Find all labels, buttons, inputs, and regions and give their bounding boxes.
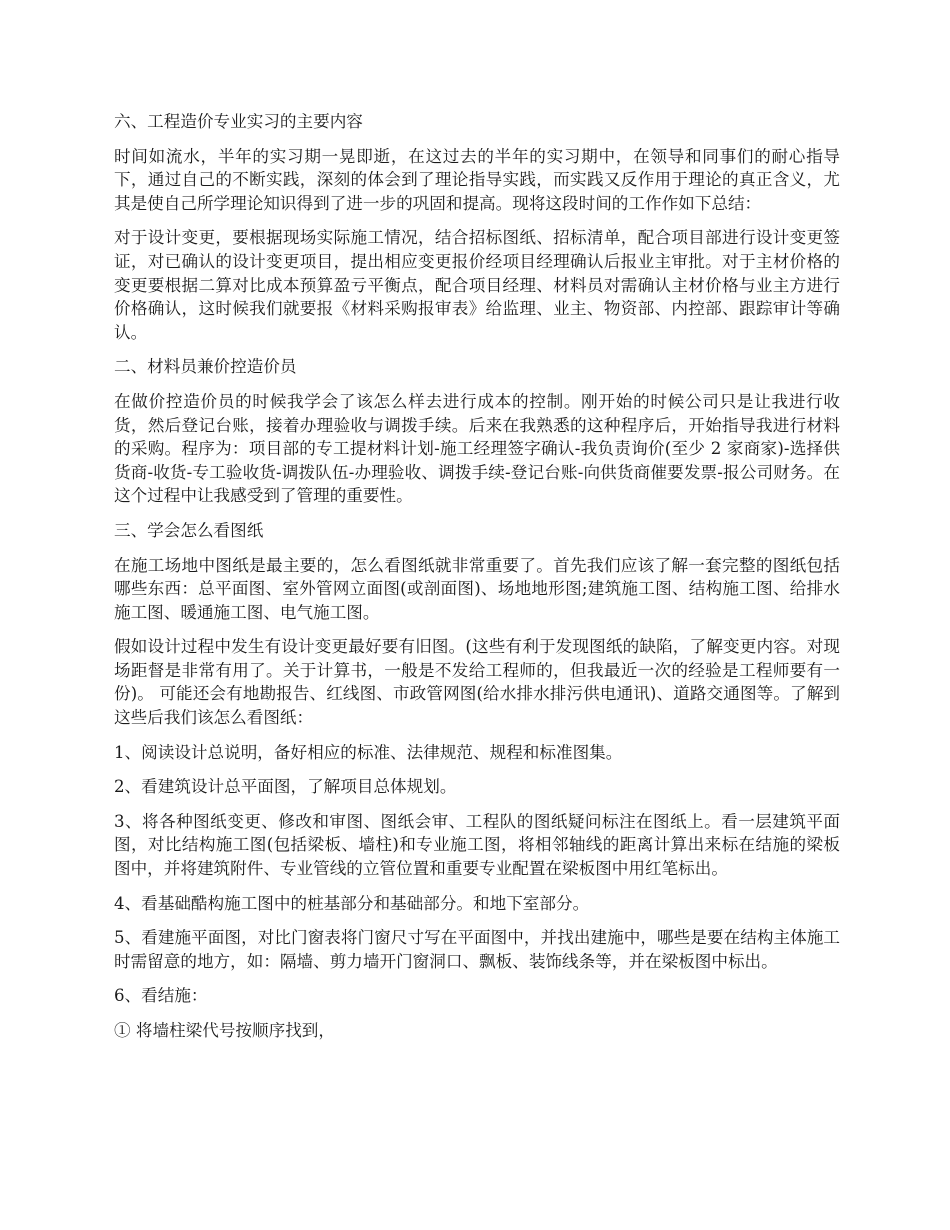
list-item-step-3: 3、将各种图纸变更、修改和审图、图纸会审、工程队的图纸疑问标注在图纸上。看一层建筑平面图，对比结构施工图(包括梁板、墙柱)和专业施工图，将相邻轴线的距离计算出来标在结施的梁板图中，并将建筑附件、专业管线的立管位置和重要专业配置在梁板图中用红笔标出。 (114, 811, 840, 879)
paragraph-intro-summary: 时间如流水，半年的实习期一晃即逝，在这过去的半年的实习期中，在领导和同事们的耐心指导下，通过自己的不断实践，深刻的体会到了理论指导实践，而实践又反作用于理论的真正含义，尤其是使自己所学理论知识得到了进一步的巩固和提高。现将这段时间的工作作如下总结： (114, 146, 840, 213)
document-body (114, 110, 840, 1054)
paragraph-design-change: 对于设计变更，要根据现场实际施工情况，结合招标图纸、招标清单，配合项目部进行设计变更签证，对已确认的设计变更项目，提出相应变更报价经项目经理确认后报业主审批。对于主材价格的变更要根据二算对比成本预算盈亏平衡点，配合项目经理、材料员对需确认主材价格与业主方进行价格确认，这时候我们就要报《材料采购报审表》给监理、业主、物资部、内控部、跟踪审计等确认。 (114, 228, 840, 342)
list-item-substep-1: ① 将墙柱梁代号按顺序找到， (114, 1021, 335, 1040)
section-heading-internship-content: 六、工程造价专业实习的主要内容 (114, 112, 363, 131)
list-item-step-6: 6、看结施： (114, 986, 208, 1006)
paragraph-cost-control: 在做价控造价员的时候我学会了该怎么样去进行成本的控制。刚开始的时候公司只是让我进行收货，然后登记台账，接着办理验收与调拨手续。后来在我熟悉的这种程序后，开始指导我进行材料的采购。程序为：项目部的专工提材料计划-施工经理签字确认-我负责询价(至少 2 家商家)-选择供货商-收货-专工验收货-调拨队伍-办理验收、调拨手续-登记台账-向供货商催要发票-报公司财务。在这个过程中让我感受到了管理的重要性。 (114, 391, 840, 506)
list-item-step-2: 2、看建筑设计总平面图，了解项目总体规划。 (114, 777, 457, 797)
list-item-step-4: 4、看基础酷构施工图中的桩基部分和基础部分。和地下室部分。 (114, 893, 590, 913)
paragraph-design-change-old-drawings: 假如设计过程中发生有设计变更最好要有旧图。(这些有利于发现图纸的缺陷，了解变更内容。对现场距督是非常有用了。关于计算书，一般是不发给工程师的，但我最近一次的经验是工程师要有一份)。 可能还会有地勘报告、红线图、市政管网图(给水排水排污供电通讯)、道路交通图等。了解到这些后我们该怎么看图纸： (114, 637, 840, 728)
list-item-step-5: 5、看建施平面图，对比门窗表将门窗尺寸写在平面图中，并找出建施中，哪些是要在结构主体施工时需留意的地方，如：隔墙、剪力墙开门窗洞口、飘板、装饰线条等，并在梁板图中标出。 (114, 928, 840, 971)
paragraph-drawing-set: 在施工场地中图纸是最主要的，怎么看图纸就非常重要了。首先我们应该了解一套完整的图纸包括哪些东西：总平面图、室外管网立面图(或剖面图)、场地地形图;建筑施工图、结构施工图、给排水施工图、暖通施工图、电气施工图。 (114, 555, 840, 622)
section-heading-reading-drawings: 三、学会怎么看图纸 (114, 520, 264, 540)
list-item-step-1: 1、阅读设计总说明，备好相应的标准、法律规范、规程和标准图集。 (114, 742, 623, 762)
section-heading-material-cost-controller: 二、材料员兼价控造价员 (114, 357, 297, 377)
